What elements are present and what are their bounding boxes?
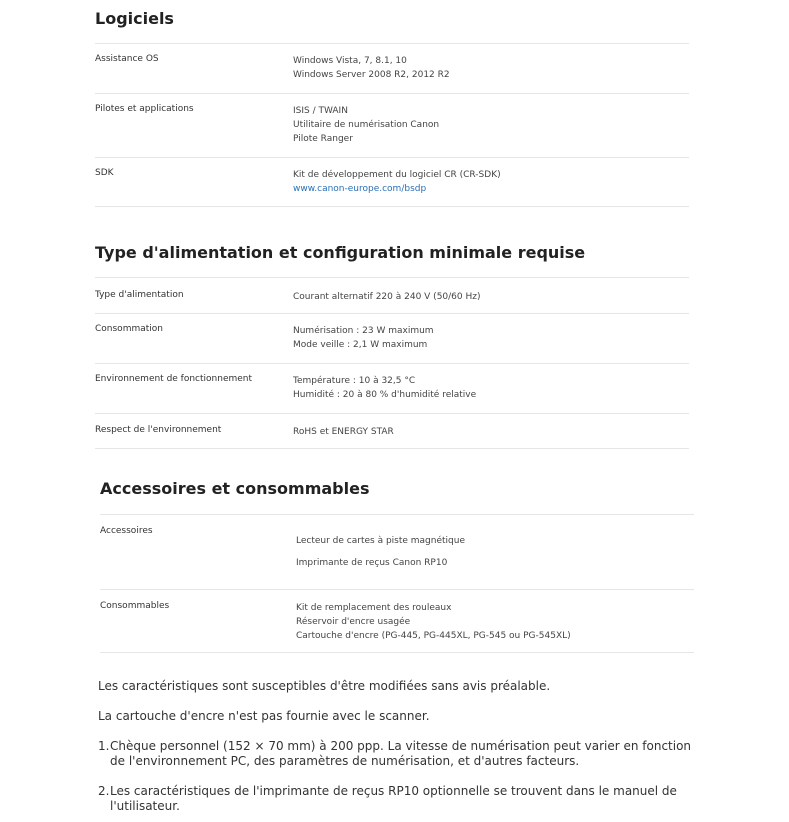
footnote-number: 2. [98, 784, 110, 798]
spec-values [293, 54, 450, 82]
spec-values [296, 601, 571, 643]
spec-values [293, 104, 439, 146]
note-paragraph: Les caractéristiques sont susceptibles d'être modifiées sans avis préalable. [98, 679, 551, 693]
spec-value: Utilitaire de numérisation Canon [293, 120, 440, 130]
spec-values [293, 290, 481, 304]
spec-value: Kit de développement du logiciel CR (CR-SDK) [293, 170, 501, 180]
spec-label: Respect de l'environnement [95, 425, 222, 435]
section-title: Type d'alimentation et configuration minimale requise [95, 243, 586, 262]
spec-values [293, 374, 476, 402]
spec-row-eco [95, 413, 689, 449]
footnote-text: Les caractéristiques de l'imprimante de reçus RP10 optionnelle se trouvent dans le manuel de l'utilisateur. [110, 784, 677, 813]
spec-label: Assistance OS [95, 54, 159, 64]
spec-table [95, 277, 689, 449]
spec-label: Type d'alimentation [95, 290, 184, 300]
spec-label: SDK [95, 168, 114, 178]
section-title: Logiciels [95, 9, 174, 28]
spec-value: Mode veille : 2,1 W maximum [293, 340, 428, 350]
spec-value: Cartouche d'encre (PG-445, PG-445XL, PG-545 ou PG-545XL) [296, 631, 571, 641]
spec-values [293, 425, 394, 439]
spec-values [296, 534, 465, 570]
spec-value: Humidité : 20 à 80 % d'humidité relative [293, 390, 477, 400]
spec-values [293, 168, 501, 196]
spec-value: Windows Server 2008 R2, 2012 R2 [293, 70, 450, 80]
spec-label: Environnement de fonctionnement [95, 374, 253, 384]
footnote-number: 1. [98, 739, 110, 753]
spec-value: Kit de remplacement des rouleaux [296, 603, 452, 613]
spec-values [293, 324, 434, 352]
spec-value: Température : 10 à 32,5 °C [293, 376, 416, 386]
spec-row-consumption [95, 313, 689, 363]
section-title: Accessoires et consommables [100, 479, 370, 498]
spec-row-power-type [95, 277, 689, 313]
spec-value: Numérisation : 23 W maximum [293, 326, 434, 336]
spec-value: Imprimante de reçus Canon RP10 [296, 558, 448, 568]
spec-row-consumables [100, 589, 694, 653]
spec-row-sdk [95, 157, 689, 207]
spec-value: ISIS / TWAIN [293, 106, 348, 116]
spec-row-environment [95, 363, 689, 413]
spec-value: Lecteur de cartes à piste magnétique [296, 536, 465, 546]
spec-value: RoHS et ENERGY STAR [293, 427, 394, 437]
spec-label: Consommables [100, 601, 170, 611]
spec-table [95, 43, 689, 207]
sdk-link[interactable]: www.canon-europe.com/bsdp [293, 184, 427, 194]
spec-value: Pilote Ranger [293, 134, 353, 144]
spec-row-drivers [95, 93, 689, 157]
footnote-text: Chèque personnel (152 × 70 mm) à 200 ppp. La vitesse de numérisation peut varier en fonction de l'environnement PC, des paramètres de numérisation, et d'autres facteurs. [110, 739, 692, 768]
spec-label: Consommation [95, 324, 163, 334]
spec-row-os [95, 43, 689, 93]
spec-label: Pilotes et applications [95, 104, 194, 114]
spec-value: Réservoir d'encre usagée [296, 617, 411, 627]
spec-row-accessories [100, 514, 694, 589]
spec-table [100, 514, 694, 653]
spec-value: Windows Vista, 7, 8.1, 10 [293, 56, 407, 66]
spec-value: Courant alternatif 220 à 240 V (50/60 Hz) [293, 292, 481, 302]
note-paragraph: La cartouche d'encre n'est pas fournie avec le scanner. [98, 709, 430, 723]
spec-label: Accessoires [100, 526, 153, 536]
